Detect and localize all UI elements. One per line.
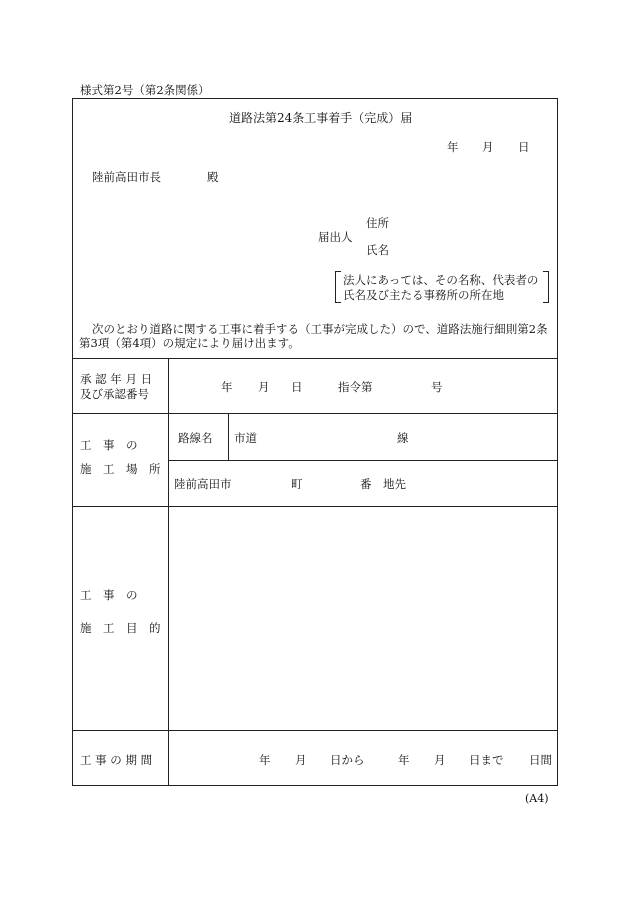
row-divider (72, 413, 558, 414)
applicant-address-label: 住所 (366, 216, 389, 230)
addressee-name: 陸前高田市長 (92, 170, 161, 184)
period-label: 工 事 の 期 間 (80, 753, 153, 767)
body-text-line2: 第3項（第4項）の規定により届け出ます。 (79, 336, 300, 350)
purpose-label-line2: 施 工 目 的 (80, 621, 161, 635)
route-name-label: 路線名 (178, 431, 213, 445)
addressee-honorific: 殿 (207, 170, 219, 184)
label-column-divider (168, 358, 169, 786)
date-day: 日 (518, 140, 530, 154)
directive-label: 指令第 (338, 380, 373, 394)
period-year-end: 年 (398, 753, 410, 767)
row-divider (72, 358, 558, 359)
body-text-line1: 次のとおり道路に関する工事に着手する（工事が完成した）ので、道路法施行細則第2条 (92, 322, 548, 336)
period-year-start: 年 (259, 753, 271, 767)
applicant-name-label: 氏名 (366, 243, 389, 257)
form-title: 道路法第24条工事着手（完成）届 (229, 111, 413, 125)
row-divider (72, 730, 558, 731)
period-month-start: 月 (295, 753, 307, 767)
approval-month: 月 (258, 380, 270, 394)
location-banchi: 番 地先 (360, 477, 406, 491)
period-month-end: 月 (434, 753, 446, 767)
approval-year: 年 (221, 380, 233, 394)
location-city: 陸前高田市 (174, 477, 232, 491)
purpose-label-line1: 工 事 の (80, 588, 138, 602)
date-month: 月 (482, 140, 494, 154)
corporate-note-line1: 法人にあっては、その名称、代表者の (343, 273, 539, 287)
location-town: 町 (291, 477, 303, 491)
route-column-divider (228, 413, 229, 460)
row-divider (168, 460, 558, 461)
row-divider (72, 506, 558, 507)
corporate-note-line2: 氏名及び主たる事務所の所在地 (343, 288, 504, 302)
note-bracket-left (335, 271, 341, 303)
location-label-line2: 施 工 場 所 (80, 462, 161, 476)
approval-label-line2: 及び承認番号 (80, 387, 149, 401)
location-label-line1: 工 事 の (80, 438, 138, 452)
route-prefix: 市道 (234, 431, 257, 445)
note-bracket-right (543, 271, 549, 303)
period-from: 日から (330, 753, 365, 767)
date-year: 年 (447, 140, 459, 154)
applicant-label: 届出人 (318, 230, 353, 244)
approval-label-line1: 承 認 年 月 日 (80, 372, 153, 386)
form-number-label: 様式第2号（第2条関係） (80, 83, 210, 97)
paper-size-label: (A4) (525, 792, 549, 805)
form-frame (72, 98, 558, 786)
period-to: 日まで (469, 753, 504, 767)
directive-number: 号 (431, 380, 443, 394)
period-days: 日間 (529, 753, 552, 767)
approval-day: 日 (291, 380, 303, 394)
route-suffix: 線 (397, 431, 409, 445)
